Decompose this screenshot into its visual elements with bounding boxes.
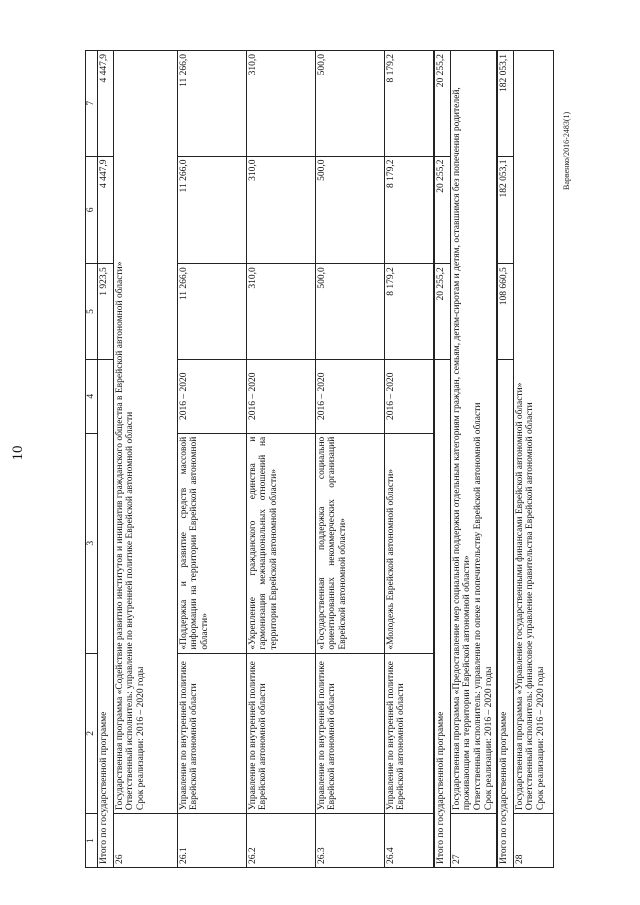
column-header: 7 [86, 51, 98, 157]
subprogram-row [384, 51, 434, 868]
amount-col5: 11 266,0 [177, 264, 246, 359]
column-number-row [86, 51, 98, 868]
column-header: 3 [86, 433, 98, 653]
program-number: 28 [513, 814, 553, 868]
program-row [513, 51, 553, 868]
amount-col5: 1 923,5 [97, 264, 113, 359]
program-description: Государственная программа «Содействие развитию институтов и инициатив гражданского общества в Еврейской автономной области» Ответственный исполнитель: управление по внутренней политике Еврейской автономной области Срок реализации: 2016 – 2020 годы [113, 51, 177, 814]
amount-col5: 20 255,2 [434, 264, 450, 359]
amount-col7: 11 266,0 [177, 51, 246, 157]
subprogram-name: «Поддержка и развитие средств массовой информации на территории Еврейской автономной области» [177, 433, 246, 653]
rotated-table-container [85, 50, 546, 868]
amount-col7: 4 447,9 [97, 51, 113, 157]
amount-col5: 8 179,2 [384, 264, 434, 359]
subprogram-row [315, 51, 384, 868]
amount-col6: 8 179,2 [384, 156, 434, 264]
executor-name: Управление по внутренней политике Еврейской автономной области [384, 653, 434, 813]
total-label: Итого по государственной программе [497, 359, 513, 867]
column-header: 4 [86, 359, 98, 433]
column-header: 2 [86, 653, 98, 813]
column-header: 1 [86, 814, 98, 868]
amount-col6: 310,0 [246, 156, 315, 264]
item-number: 26.1 [177, 814, 246, 868]
subprogram-row [246, 51, 315, 868]
subprogram-name: «Молодежь Еврейской автономной области» [384, 433, 434, 653]
implementation-period: 2016 – 2020 [246, 359, 315, 433]
amount-col5: 310,0 [246, 264, 315, 359]
program-row [113, 51, 177, 868]
amount-col6: 500,0 [315, 156, 384, 264]
total-label: Итого по государственной программе [97, 359, 113, 867]
amount-col5: 108 660,5 [497, 264, 513, 359]
program-description: Государственная программа «Предоставление мер социальной поддержки отдельным категориям граждан, семьям, детям-сиротам и детям, оставшимся без попечения родителей, проживающим на территории Еврейской автономной области» Ответственный исполнитель: управление по опеке и попечительству Еврейской автономной области Срок реализации: 2016 – 2020 годы [450, 51, 497, 814]
amount-col7: 8 179,2 [384, 51, 434, 157]
amount-col6: 182 053,1 [497, 156, 513, 264]
executor-name: Управление по внутренней политике Еврейской автономной области [315, 653, 384, 813]
program-number: 27 [450, 814, 497, 868]
amount-col6: 4 447,9 [97, 156, 113, 264]
program-description: Государственная программа «Управление государственными финансами Еврейской автономной области» Ответственный исполнитель: финансовое управление правительства Еврейской автономной области Срок реализации: 2016 – 2020 годы [513, 51, 553, 814]
budget-table [85, 50, 554, 868]
subprogram-row [177, 51, 246, 868]
implementation-period: 2016 – 2020 [315, 359, 384, 433]
program-row [450, 51, 497, 868]
page-number: 10 [10, 445, 26, 461]
implementation-period: 2016 – 2020 [177, 359, 246, 433]
amount-col5: 500,0 [315, 264, 384, 359]
implementation-period: 2016 – 2020 [384, 359, 434, 433]
program-number: 26 [113, 814, 177, 868]
amount-col7: 310,0 [246, 51, 315, 157]
amount-col6: 20 255,2 [434, 156, 450, 264]
column-header: 6 [86, 156, 98, 264]
subprogram-name: «Укрепление гражданского единства и гармонизация межнациональных отношений на территории Еврейской автономной области» [246, 433, 315, 653]
amount-col7: 182 053,1 [497, 51, 513, 157]
total-label: Итого по государственной программе [434, 359, 450, 867]
column-header: 5 [86, 264, 98, 359]
executor-name: Управление по внутренней политике Еврейской автономной области [177, 653, 246, 813]
amount-col7: 500,0 [315, 51, 384, 157]
item-number: 26.3 [315, 814, 384, 868]
executor-name: Управление по внутренней политике Еврейской автономной области [246, 653, 315, 813]
amount-col7: 20 255,2 [434, 51, 450, 157]
amount-col6: 11 266,0 [177, 156, 246, 264]
budget-table-body [86, 51, 554, 868]
total-row [497, 51, 513, 868]
subprogram-name: «Государственная поддержка социально ориентированных некоммерческих организаций Еврейской автономной области» [315, 433, 384, 653]
item-number: 26.4 [384, 814, 434, 868]
total-row [434, 51, 450, 868]
total-row [97, 51, 113, 868]
document-reference-note: Варвенко/2016-2483(1) [562, 111, 571, 190]
item-number: 26.2 [246, 814, 315, 868]
